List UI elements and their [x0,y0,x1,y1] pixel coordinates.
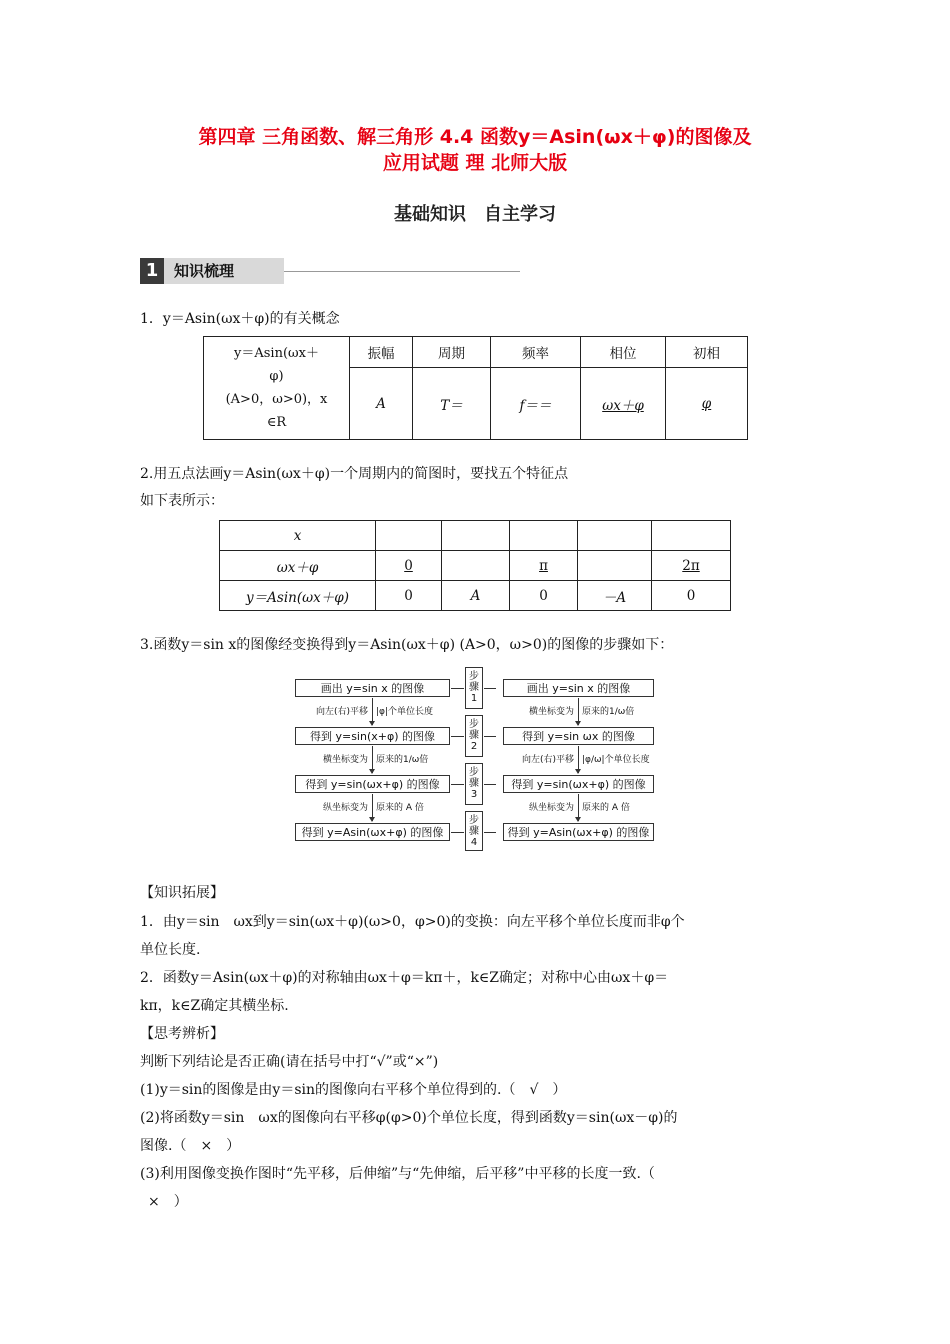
flow-right-label-1a: 横坐标变为 [528,707,574,717]
extension-2-line2: kπ，k∈Z确定其横坐标. [140,998,289,1014]
phase-value-1: 0 [376,551,442,581]
value-phase: ωx＋φ [581,368,666,440]
y-value-5: 0 [652,581,731,611]
extension-2-line1: 2．函数y＝Asin(ωx＋φ)的对称轴由ωx＋φ＝kπ＋，k∈Z确定；对称中心由ωx＋φ＝ [140,970,669,986]
transform-flow-diagram [293,665,658,851]
flow-right-box-2: 得到 y=sin ωx 的图像 [503,727,654,745]
section-label: 知识梳理 [164,258,284,284]
flow-right-label-2b: |φ/ω|个单位长度 [582,755,650,765]
extension-1-line1: 1．由y＝sin ωx到y＝sin(ωx＋φ)(ω>0，φ>0)的变换：向左平移个单位长度而非φ个 [140,914,685,930]
row-y-label: y＝Asin(ωx＋φ) [220,581,376,611]
flow-left-label-2b: 原来的1/ω倍 [376,755,429,765]
section-header [140,258,520,284]
question-2-line1: (2)将函数y＝sin ωx的图像向右平移φ(φ>0)个单位长度，得到函数y＝sin(ωx－φ)的 [140,1110,678,1126]
flow-right-label-3a: 纵坐标变为 [528,803,574,813]
flow-left-label-1b: |φ|个单位长度 [376,707,434,717]
step-2-box: 步骤2 [465,715,483,757]
item-3-heading: 3.函数y＝sin x的图像经变换得到y＝Asin(ωx＋φ) (A>0，ω>0)的图像的步骤如下： [140,637,674,653]
flow-left-box-1: 画出 y=sin x 的图像 [295,679,450,697]
extension-1-line2: 单位长度. [140,942,201,958]
y-value-4: －A [578,581,652,611]
flow-left-label-3a: 纵坐标变为 [322,803,368,813]
y-value-2: A [442,581,510,611]
flow-left-box-2: 得到 y=sin(x+φ) 的图像 [295,727,450,745]
doc-title-line1: 第四章 三角函数、解三角形 4.4 函数y＝Asin(ωx＋φ)的图像及 [198,126,752,148]
step-1-box: 步骤1 [465,667,483,709]
think-heading: 【思考辨析】 [140,1026,224,1042]
flow-right-label-1b: 原来的1/ω倍 [582,707,635,717]
row-phase-label: ωx＋φ [220,551,376,581]
header-amplitude: 振幅 [350,337,413,368]
question-3-line1: (3)利用图像变换作图时“先平移，后伸缩”与“先伸缩，后平移”中平移的长度一致.（ [140,1166,655,1182]
concept-table [203,336,748,440]
flow-right-box-4: 得到 y=Asin(ωx+φ) 的图像 [503,823,654,841]
question-2-line2: 图像.（ × ） [140,1138,241,1154]
step-4-box: 步骤4 [465,811,483,851]
flow-left-label-1a: 向左(右)平移 [315,707,368,717]
flow-right-box-1: 画出 y=sin x 的图像 [503,679,654,697]
question-3-line2: × ） [148,1194,188,1210]
value-frequency: f＝＝ [491,368,581,440]
flow-right-label-2a: 向左(右)平移 [521,755,574,765]
flow-right-box-3: 得到 y=sin(ωx+φ) 的图像 [503,775,654,793]
flow-left-box-3: 得到 y=sin(ωx+φ) 的图像 [295,775,450,793]
row-x-label: x [220,521,376,551]
flow-left-label-3b: 原来的 A 倍 [376,803,424,813]
concept-formula-cell: y＝Asin(ωx＋ φ) (A>0，ω>0)，x ∈R [204,337,350,440]
knowledge-extension-heading: 【知识拓展】 [140,885,224,901]
value-initial-phase: φ [666,368,748,440]
y-value-1: 0 [376,581,442,611]
header-initial-phase: 初相 [666,337,748,368]
phase-value-3: π [510,551,578,581]
section-divider [284,271,520,272]
item-2-line1: 2.用五点法画y＝Asin(ωx＋φ)一个周期内的简图时，要找五个特征点 [140,466,569,482]
section-subtitle: 基础知识 自主学习 [394,204,556,225]
five-point-table [219,520,731,611]
question-1: (1)y＝sin的图像是由y＝sin的图像向右平移个单位得到的.（ √ ） [140,1082,567,1098]
doc-title-line2: 应用试题 理 北师大版 [382,152,568,174]
header-frequency: 频率 [491,337,581,368]
value-amplitude: A [350,368,413,440]
section-number: 1 [140,258,164,284]
step-3-box: 步骤3 [465,763,483,805]
flow-left-box-4: 得到 y=Asin(ωx+φ) 的图像 [295,823,450,841]
header-phase: 相位 [581,337,666,368]
phase-value-5: 2π [652,551,731,581]
header-period: 周期 [413,337,491,368]
item-1-heading: 1．y＝Asin(ωx＋φ)的有关概念 [140,311,340,327]
flow-left-label-2a: 横坐标变为 [322,755,368,765]
y-value-3: 0 [510,581,578,611]
flow-right-label-3b: 原来的 A 倍 [582,803,630,813]
think-intro: 判断下列结论是否正确(请在括号中打“√”或“×”) [140,1054,439,1070]
item-2-line2: 如下表所示： [140,493,224,509]
value-period: T＝ [413,368,491,440]
